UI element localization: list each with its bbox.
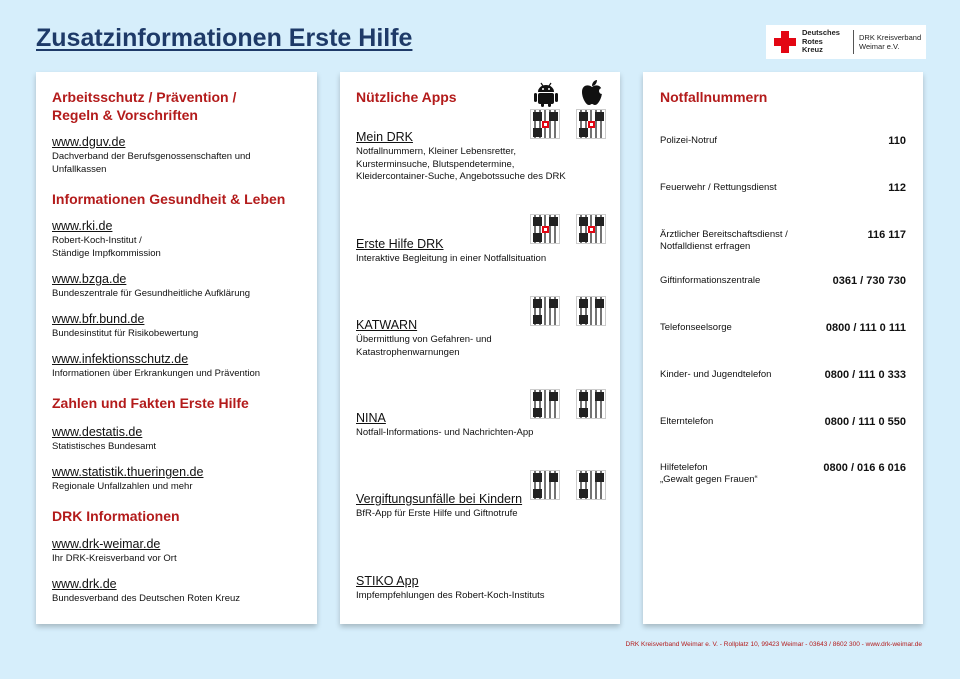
qr-code-katwarn-android[interactable] bbox=[530, 296, 560, 326]
link-description: Bundesverband des Deutschen Roten Kreuz bbox=[52, 593, 241, 604]
phone-number[interactable]: 0800 / 111 0 333 bbox=[824, 369, 906, 381]
app-name-nina[interactable]: NINA bbox=[356, 411, 386, 425]
logo-divider bbox=[853, 30, 854, 54]
app-entry bbox=[356, 411, 533, 440]
section-title-notfallnummern: Notfallnummern bbox=[660, 89, 768, 105]
link-bzga[interactable]: www.bzga.de bbox=[52, 272, 127, 286]
link-description: Robert-Koch-Institut / bbox=[52, 235, 142, 246]
link-infektionsschutz[interactable]: www.infektionsschutz.de bbox=[52, 352, 189, 366]
section-title-line: Arbeitsschutz / Prävention / bbox=[52, 89, 237, 105]
phone-number[interactable]: 0800 / 016 6 016 bbox=[823, 462, 906, 474]
app-description: Katastrophenwarnungen bbox=[356, 346, 460, 358]
logo-line2: Rotes bbox=[802, 36, 823, 46]
number-label: Feuerwehr / Rettungsdienst bbox=[660, 182, 777, 193]
logo-line1: Deutsches bbox=[802, 28, 840, 38]
number-label bbox=[660, 462, 758, 486]
app-entry bbox=[356, 318, 492, 359]
link-entry bbox=[52, 352, 260, 381]
logo-sub-line1: DRK Kreisverband bbox=[859, 33, 922, 42]
link-bfr[interactable]: www.bfr.bund.de bbox=[52, 312, 145, 326]
qr-code-nina-ios[interactable] bbox=[576, 389, 606, 419]
app-name-stiko[interactable]: STIKO App bbox=[356, 574, 419, 588]
number-label-line: „Gewalt gegen Frauen“ bbox=[660, 474, 758, 485]
phone-number[interactable]: 0800 / 111 0 111 bbox=[825, 322, 906, 334]
app-name-katwarn[interactable]: KATWARN bbox=[356, 318, 418, 332]
link-rki[interactable]: www.rki.de bbox=[52, 219, 113, 233]
app-description: BfR-App für Erste Hilfe und Giftnotrufe bbox=[356, 508, 518, 519]
panel-apps bbox=[340, 72, 620, 624]
number-label: Telefonseelsorge bbox=[660, 322, 732, 333]
link-entry bbox=[52, 312, 198, 341]
link-entry bbox=[52, 272, 250, 301]
qr-code-mein-drk-ios[interactable] bbox=[576, 109, 606, 139]
link-entry bbox=[52, 135, 251, 176]
app-entry bbox=[356, 492, 522, 521]
section-title-apps: Nützliche Apps bbox=[356, 89, 457, 105]
app-description: Übermittlung von Gefahren- und bbox=[356, 334, 492, 345]
phone-number[interactable]: 0800 / 111 0 550 bbox=[824, 416, 906, 428]
link-entry bbox=[52, 577, 240, 606]
section-title-gesundheit: Informationen Gesundheit & Leben bbox=[52, 191, 286, 207]
app-description: Notfall-Informations- und Nachrichten-App bbox=[356, 427, 534, 438]
link-entry bbox=[52, 537, 177, 566]
qr-code-erste-hilfe-ios[interactable] bbox=[576, 214, 606, 244]
app-description: Impfempfehlungen des Robert-Koch-Instituts bbox=[356, 590, 545, 601]
link-description: Regionale Unfallzahlen und mehr bbox=[52, 481, 193, 492]
app-name-mein-drk[interactable]: Mein DRK bbox=[356, 130, 413, 144]
link-dguv[interactable]: www.dguv.de bbox=[52, 135, 126, 149]
logo-wordmark bbox=[802, 29, 848, 55]
qr-code-vergiftung-ios[interactable] bbox=[576, 470, 606, 500]
link-statistik-thueringen[interactable]: www.statistik.thueringen.de bbox=[52, 465, 204, 479]
number-label-line: Notfalldienst erfragen bbox=[660, 241, 751, 252]
number-label: Kinder- und Jugendtelefon bbox=[660, 369, 772, 380]
phone-number[interactable]: 0361 / 730 730 bbox=[832, 275, 906, 287]
android-icon bbox=[533, 80, 559, 108]
number-label: Polizei-Notruf bbox=[660, 135, 718, 146]
number-label: Giftinformationszentrale bbox=[660, 275, 761, 286]
section-title-arbeitsschutz bbox=[52, 88, 236, 124]
link-description: Statistisches Bundesamt bbox=[52, 441, 157, 452]
page-title: Zusatzinformationen Erste Hilfe bbox=[36, 24, 413, 52]
phone-number[interactable]: 112 bbox=[888, 182, 906, 194]
link-description: Dachverband der Berufsgenossenschaften und bbox=[52, 151, 251, 162]
link-description: Bundesinstitut für Risikobewertung bbox=[52, 328, 199, 339]
qr-code-vergiftung-android[interactable] bbox=[530, 470, 560, 500]
link-entry bbox=[52, 465, 203, 494]
section-title-zahlen: Zahlen und Fakten Erste Hilfe bbox=[52, 395, 249, 411]
link-entry bbox=[52, 425, 156, 454]
link-description: Informationen über Erkrankungen und Prävention bbox=[52, 368, 261, 379]
phone-number[interactable]: 110 bbox=[888, 135, 906, 147]
app-description: Kleidercontainer-Suche, Angebotssuche des DRK bbox=[356, 171, 566, 182]
panel-emergency-numbers bbox=[643, 72, 923, 624]
number-label-line: Hilfetelefon bbox=[660, 462, 708, 473]
link-entry bbox=[52, 219, 161, 260]
app-description: Notfallnummern, Kleiner Lebensretter, bbox=[356, 146, 516, 157]
logo-subtitle bbox=[859, 33, 921, 51]
footer-address: DRK Kreisverband Weimar e. V. - Rollplatz 10, 99423 Weimar - 03643 / 8602 300 - www.drk-weimar.de bbox=[625, 641, 922, 648]
app-entry bbox=[356, 574, 545, 603]
link-drk[interactable]: www.drk.de bbox=[52, 577, 117, 591]
app-description: Kursterminsuche, Blutspendetermine, bbox=[356, 158, 515, 170]
link-description: Bundeszentrale für Gesundheitliche Aufklärung bbox=[52, 288, 251, 299]
section-title-line: Regeln & Vorschriften bbox=[52, 107, 198, 123]
panel-links bbox=[36, 72, 317, 624]
drk-logo bbox=[766, 25, 926, 59]
section-title-drk: DRK Informationen bbox=[52, 508, 180, 524]
phone-number[interactable]: 116 117 bbox=[867, 229, 906, 241]
logo-line3: Kreuz bbox=[802, 45, 823, 55]
link-destatis[interactable]: www.destatis.de bbox=[52, 425, 143, 439]
app-entry bbox=[356, 130, 566, 184]
number-label bbox=[660, 229, 788, 253]
apple-icon bbox=[579, 78, 605, 106]
qr-code-katwarn-ios[interactable] bbox=[576, 296, 606, 326]
link-description: Ständige Impfkommission bbox=[52, 247, 161, 259]
app-description: Interaktive Begleitung in einer Notfallsituation bbox=[356, 253, 547, 264]
number-label: Elterntelefon bbox=[660, 416, 714, 427]
qr-code-nina-android[interactable] bbox=[530, 389, 560, 419]
number-label-line: Ärztlicher Bereitschaftsdienst / bbox=[660, 229, 788, 240]
logo-sub-line2: Weimar e.V. bbox=[859, 42, 900, 51]
link-drk-weimar[interactable]: www.drk-weimar.de bbox=[52, 537, 161, 551]
app-name-vergiftungsunfaelle[interactable]: Vergiftungsunfälle bei Kindern bbox=[356, 492, 523, 506]
link-description: Ihr DRK-Kreisverband vor Ort bbox=[52, 553, 177, 564]
link-description: Unfallkassen bbox=[52, 163, 107, 175]
red-cross-icon bbox=[774, 31, 796, 53]
app-entry bbox=[356, 237, 546, 266]
app-name-erste-hilfe-drk[interactable]: Erste Hilfe DRK bbox=[356, 237, 444, 251]
